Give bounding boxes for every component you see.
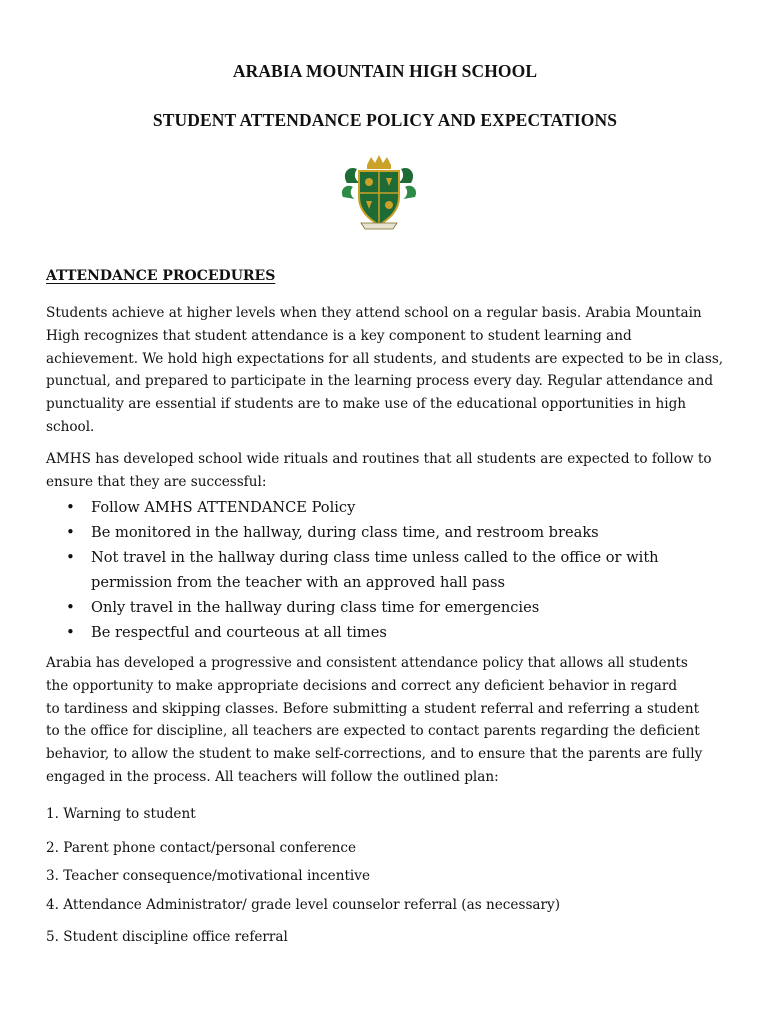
plan-step: 2. Parent phone contact/personal conference [46,840,357,856]
school-name: ARABIA MOUNTAIN HIGH SCHOOL [232,61,538,81]
paragraph-line: the opportunity to make appropriate decisions and correct any deficient behavior in regard [46,677,678,694]
plan-step: 3. Teacher consequence/motivational incentive [46,868,370,884]
intro-paragraph [46,302,736,439]
paragraph-line: to tardiness and skipping classes. Before submitting a student referral and referring a student [46,700,700,717]
policy-paragraph [46,652,736,789]
paragraph-line: High recognizes that student attendance is a key component to student learning and [46,327,632,344]
policy-title: STUDENT ATTENDANCE POLICY AND EXPECTATIONS [152,110,618,130]
paragraph-line: school. [46,418,95,435]
list-item: • Not travel in the hallway during class time unless called to the office or with permission from the teacher with an approved hall pass [66,545,706,595]
paragraph-line: behavior, to allow the student to make self-corrections, and to ensure that the parents are fully [46,746,703,763]
paragraph-line: achievement. We hold high expectations for all students, and students are expected to be in class, [46,350,724,367]
paragraph-line: to the office for discipline, all teachers are expected to contact parents regarding the deficient [46,723,700,740]
list-item: • Follow AMHS ATTENDANCE Policy [66,495,706,520]
paragraph-line: AMHS has developed school wide rituals and routines that all students are expected to follow to [46,451,712,467]
paragraph-line: ensure that they are successful: [46,473,267,490]
expectations-list [66,495,706,645]
paragraph-line: punctual, and prepared to participate in the learning process every day. Regular attendance and [46,373,714,390]
paragraph-line: Students achieve at higher levels when they attend school on a regular basis. Arabia Mountain [46,305,702,321]
plan-step: 1. Warning to student [46,806,196,822]
plan-step: 4. Attendance Administrator/ grade level counselor referral (as necessary) [46,897,561,913]
list-item: • Be respectful and courteous at all times [66,620,706,645]
school-crest-logo [339,153,419,233]
list-item: • Only travel in the hallway during class time for emergencies [66,595,706,620]
list-item: • Be monitored in the hallway, during class time, and restroom breaks [66,520,706,545]
plan-step: 5. Student discipline office referral [46,929,288,945]
paragraph-line: engaged in the process. All teachers will follow the outlined plan: [46,768,499,785]
section-heading: ATTENDANCE PROCEDURES [46,268,276,284]
rituals-paragraph [46,448,736,494]
paragraph-line: Arabia has developed a progressive and consistent attendance policy that allows all students [46,655,688,671]
paragraph-line: punctuality are essential if students are to make use of the educational opportunities in high [46,396,687,413]
